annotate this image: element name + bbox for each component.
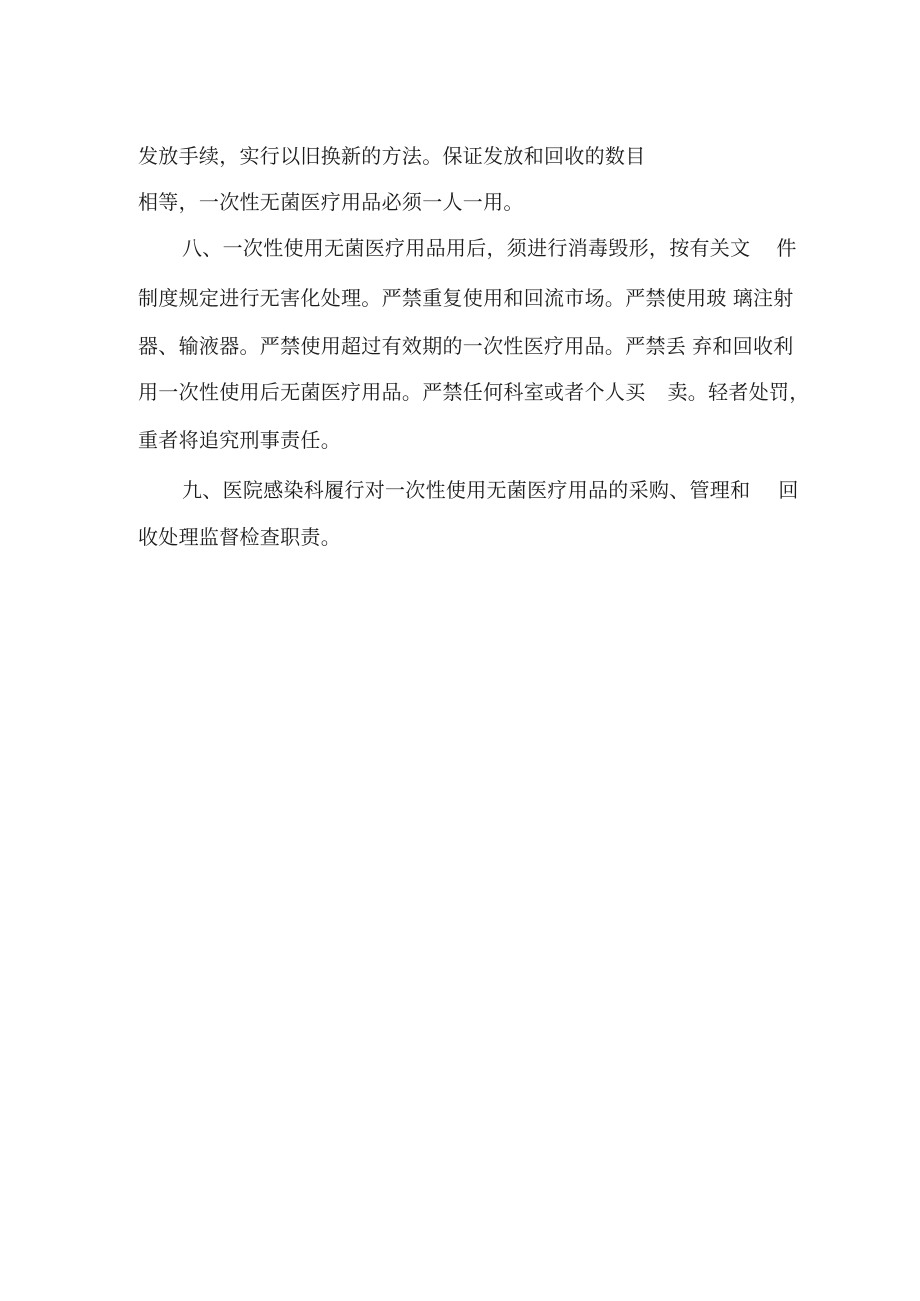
text-run: 用一次性使用后无菌医疗用品。严禁任何科室或者个人买	[138, 380, 646, 404]
paragraph-8-line-2	[138, 286, 794, 310]
text-run: 璃注射	[732, 286, 794, 310]
paragraph-7-line-2	[138, 190, 524, 214]
paragraph-8-line-3	[138, 334, 794, 358]
text-run: 卖。轻者处罚，	[667, 380, 810, 404]
text-run: 回	[778, 478, 799, 502]
text-run: 收处理监督检查职责。	[138, 525, 341, 549]
paragraph-8-line-5	[138, 428, 341, 452]
text-run: 重者将追究刑事责任。	[138, 428, 341, 452]
text-run: 九、医院感染科履行对一次性使用无菌医疗用品的采购、管理和	[182, 478, 751, 502]
text-run: 弃和回收利	[692, 334, 794, 358]
paragraph-7-line-1	[138, 144, 646, 168]
text-run: 发放手续，实行以旧换新的方法。保证发放和回收的数目	[138, 144, 646, 168]
paragraph-8-line-1	[182, 236, 797, 260]
paragraph-9-line-1	[182, 478, 799, 502]
text-run: 器、输液器。严禁使用超过有效期的一次性医疗用品。严禁丢	[138, 334, 687, 358]
text-run: 件	[776, 236, 797, 260]
text-run: 八、一次性使用无菌医疗用品用后，须进行消毒毁形，按有关文	[182, 236, 751, 260]
text-run: 相等，一次性无菌医疗用品必须一人一用。	[138, 190, 524, 214]
text-run: 制度规定进行无害化处理。严禁重复使用和回流市场。严禁使用玻	[138, 286, 727, 310]
paragraph-8-line-4	[138, 380, 810, 404]
paragraph-9-line-2	[138, 525, 341, 549]
